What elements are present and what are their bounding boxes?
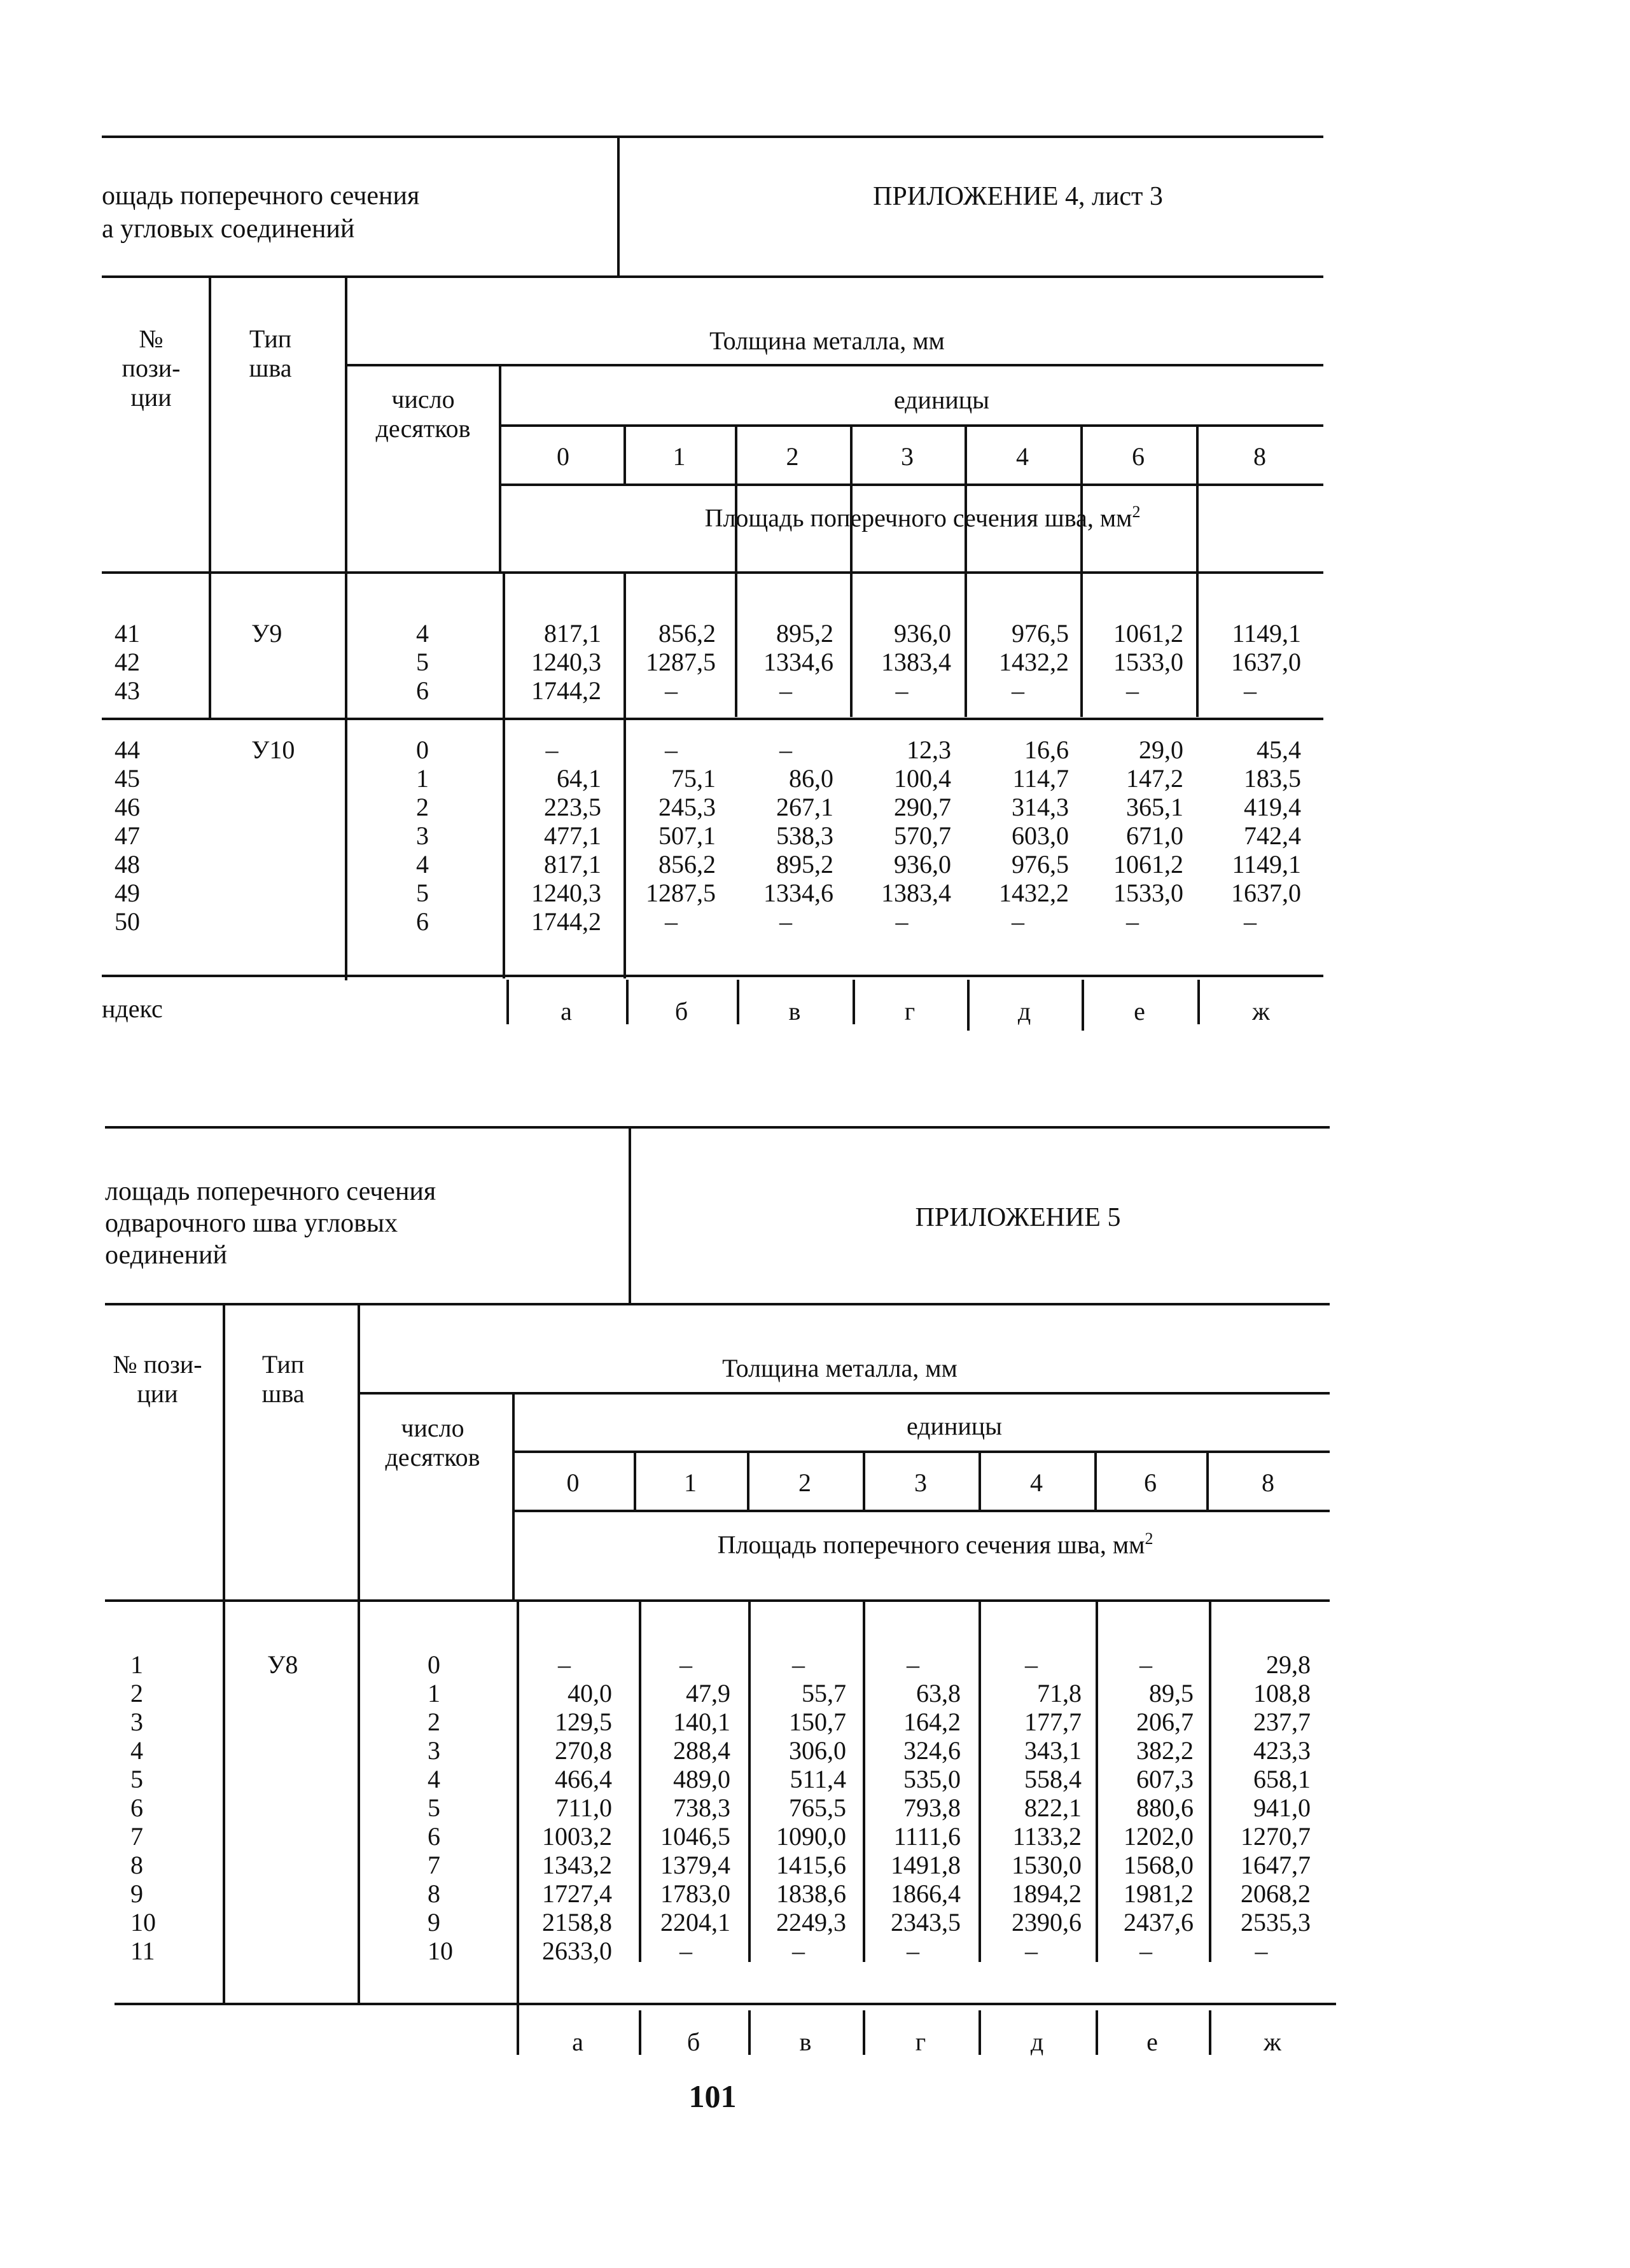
tens-value: 8 xyxy=(428,1879,440,1908)
area-value: – xyxy=(1025,1650,1038,1679)
area-value: 183,5 xyxy=(1244,764,1301,793)
position-number: 9 xyxy=(130,1879,143,1908)
area-value: 2068,2 xyxy=(1241,1879,1311,1908)
area-value: 742,4 xyxy=(1244,821,1301,850)
seam-type-header: Тип шва xyxy=(249,324,292,382)
position-number: 48 xyxy=(115,850,140,879)
area-value: 12,3 xyxy=(907,735,951,764)
table-title-line: оединений xyxy=(105,1241,227,1270)
area-value: 822,1 xyxy=(1024,1793,1082,1822)
area-value: 108,8 xyxy=(1253,1679,1311,1708)
tens-value: 5 xyxy=(416,648,429,676)
position-number: 50 xyxy=(115,907,140,936)
area-value: 1744,2 xyxy=(531,907,601,936)
position-number: 3 xyxy=(130,1708,143,1736)
area-value: 343,1 xyxy=(1024,1736,1082,1765)
unit-digit: 6 xyxy=(1144,1468,1157,1497)
area-value: 40,0 xyxy=(568,1679,612,1708)
area-value: 100,4 xyxy=(894,764,951,793)
tens-value: 4 xyxy=(416,619,429,648)
position-number: 4 xyxy=(130,1736,143,1765)
position-number: 10 xyxy=(130,1908,156,1937)
index-label: ндекс xyxy=(102,994,163,1023)
area-value: 55,7 xyxy=(802,1679,846,1708)
index-letter: а xyxy=(572,2028,583,2056)
area-value: – xyxy=(907,1937,919,1965)
area-value: 1334,6 xyxy=(763,879,833,907)
tens-value: 2 xyxy=(416,793,429,821)
area-value: 140,1 xyxy=(673,1708,730,1736)
area-value: – xyxy=(895,676,909,705)
area-value: – xyxy=(1244,907,1257,936)
unit-digit: 6 xyxy=(1132,442,1145,471)
area-value: 2249,3 xyxy=(776,1908,846,1937)
tens-header: число десятков xyxy=(375,385,471,443)
area-value: 1744,2 xyxy=(531,676,601,705)
position-number: 42 xyxy=(115,648,140,676)
area-value: 936,0 xyxy=(894,619,951,648)
area-value: 1149,1 xyxy=(1232,850,1301,879)
tens-value: 0 xyxy=(428,1650,440,1679)
area-value: 538,3 xyxy=(776,821,833,850)
area-value: 477,1 xyxy=(544,821,601,850)
area-value: 2437,6 xyxy=(1124,1908,1194,1937)
area-value: – xyxy=(792,1650,805,1679)
area-value: 603,0 xyxy=(1012,821,1069,850)
area-value: – xyxy=(1126,907,1139,936)
area-value: 306,0 xyxy=(789,1736,846,1765)
area-value: 1133,2 xyxy=(1012,1822,1082,1851)
area-header: Площадь поперечного сечения шва, $мм^2$ xyxy=(717,1529,1153,1559)
units-header: единицы xyxy=(906,1412,1003,1440)
index-letter: а xyxy=(561,997,572,1026)
table-title-line: ощадь поперечного сечения xyxy=(102,181,420,211)
area-value: 314,3 xyxy=(1012,793,1069,821)
area-value: 856,2 xyxy=(658,619,716,648)
area-value: 64,1 xyxy=(557,764,601,793)
area-value: 29,0 xyxy=(1139,735,1183,764)
tens-value: 6 xyxy=(428,1822,440,1851)
area-value: 1149,1 xyxy=(1232,619,1301,648)
area-value: 75,1 xyxy=(671,764,716,793)
area-value: – xyxy=(779,907,792,936)
tens-value: 4 xyxy=(428,1765,440,1793)
area-value: 1533,0 xyxy=(1113,648,1183,676)
area-value: – xyxy=(792,1937,805,1965)
area-value: 2204,1 xyxy=(660,1908,730,1937)
area-value: – xyxy=(1255,1937,1268,1965)
area-value: 466,4 xyxy=(555,1765,612,1793)
area-value: 2633,0 xyxy=(542,1937,612,1965)
area-value: 1270,7 xyxy=(1241,1822,1311,1851)
position-number: 47 xyxy=(115,821,140,850)
area-value: 1647,7 xyxy=(1241,1851,1311,1879)
area-value: 267,1 xyxy=(776,793,833,821)
tens-header: число десятков xyxy=(385,1414,480,1471)
area-value: – xyxy=(1139,1650,1152,1679)
tens-value: 7 xyxy=(428,1851,440,1879)
area-value: 507,1 xyxy=(658,821,716,850)
area-value: 270,8 xyxy=(555,1736,612,1765)
area-value: 86,0 xyxy=(789,764,833,793)
area-value: 1379,4 xyxy=(660,1851,730,1879)
area-value: 114,7 xyxy=(1012,764,1069,793)
area-value: 1240,3 xyxy=(531,879,601,907)
area-value: 129,5 xyxy=(555,1708,612,1736)
unit-digit: 2 xyxy=(798,1468,811,1497)
area-value: – xyxy=(779,735,792,764)
area-value: 1981,2 xyxy=(1124,1879,1194,1908)
tens-value: 9 xyxy=(428,1908,440,1937)
area-value: 1783,0 xyxy=(660,1879,730,1908)
tens-value: 10 xyxy=(428,1937,453,1965)
area-value: 1383,4 xyxy=(881,648,951,676)
unit-digit: 8 xyxy=(1253,442,1266,471)
area-value: – xyxy=(1012,676,1024,705)
area-value: 2343,5 xyxy=(891,1908,961,1937)
position-header: № пози- ции xyxy=(113,1350,202,1408)
units-header: единицы xyxy=(893,386,990,414)
area-value: 1287,5 xyxy=(646,879,716,907)
area-value: 1061,2 xyxy=(1113,850,1183,879)
index-letter: г xyxy=(915,2028,926,2056)
area-value: – xyxy=(1139,1937,1152,1965)
area-value: 1287,5 xyxy=(646,648,716,676)
area-value: 29,8 xyxy=(1266,1650,1311,1679)
area-value: 535,0 xyxy=(903,1765,961,1793)
area-value: 1568,0 xyxy=(1124,1851,1194,1879)
area-header: Площадь поперечного сечения шва, $мм^2$ xyxy=(704,503,1141,532)
position-number: 11 xyxy=(130,1937,155,1965)
position-number: 45 xyxy=(115,764,140,793)
area-value: 765,5 xyxy=(789,1793,846,1822)
position-number: 41 xyxy=(115,619,140,648)
area-value: 738,3 xyxy=(673,1793,730,1822)
area-value: 177,7 xyxy=(1024,1708,1082,1736)
thickness-header: Толщина металла, мм xyxy=(722,1354,958,1382)
unit-digit: 3 xyxy=(901,442,914,471)
area-value: 1637,0 xyxy=(1231,648,1301,676)
tens-value: 1 xyxy=(416,764,429,793)
tens-value: 6 xyxy=(416,907,429,936)
area-value: 570,7 xyxy=(894,821,951,850)
area-value: 1894,2 xyxy=(1012,1879,1082,1908)
position-header: № пози- ции xyxy=(122,324,181,412)
area-value: 1530,0 xyxy=(1012,1851,1082,1879)
area-value: 1838,6 xyxy=(776,1879,846,1908)
area-value: 607,3 xyxy=(1136,1765,1194,1793)
index-letter: б xyxy=(674,997,688,1026)
unit-digit: 4 xyxy=(1030,1468,1043,1497)
index-letter: в xyxy=(788,997,801,1026)
unit-digit: 2 xyxy=(786,442,799,471)
area-value: – xyxy=(679,1937,692,1965)
area-value: – xyxy=(665,676,678,705)
area-value: – xyxy=(907,1650,919,1679)
unit-digit: 0 xyxy=(566,1468,580,1497)
area-value: – xyxy=(679,1650,692,1679)
table-title-line: лощадь поперечного сечения xyxy=(105,1177,436,1206)
area-value: 1343,2 xyxy=(542,1851,612,1879)
unit-digit: 0 xyxy=(557,442,569,471)
area-value: 941,0 xyxy=(1253,1793,1311,1822)
area-value: 288,4 xyxy=(673,1736,730,1765)
area-value: 1383,4 xyxy=(881,879,951,907)
area-value: 671,0 xyxy=(1126,821,1183,850)
area-value: 206,7 xyxy=(1136,1708,1194,1736)
tens-value: 5 xyxy=(416,879,429,907)
area-value: 419,4 xyxy=(1244,793,1301,821)
area-value: 856,2 xyxy=(658,850,716,879)
area-value: 1334,6 xyxy=(763,648,833,676)
area-value: 489,0 xyxy=(673,1765,730,1793)
area-value: 150,7 xyxy=(789,1708,846,1736)
table-title-line: а угловых соединений xyxy=(102,214,355,244)
position-number: 6 xyxy=(130,1793,143,1822)
area-value: 1202,0 xyxy=(1124,1822,1194,1851)
area-value: 1240,3 xyxy=(531,648,601,676)
area-value: 382,2 xyxy=(1136,1736,1194,1765)
position-number: 8 xyxy=(130,1851,143,1879)
position-number: 46 xyxy=(115,793,140,821)
index-letter: ж xyxy=(1264,2028,1281,2056)
position-number: 5 xyxy=(130,1765,143,1793)
unit-digit: 1 xyxy=(684,1468,697,1497)
area-value: 365,1 xyxy=(1126,793,1183,821)
area-value: 1533,0 xyxy=(1113,879,1183,907)
seam-type: У8 xyxy=(267,1650,298,1679)
tens-value: 6 xyxy=(416,676,429,705)
area-value: 1003,2 xyxy=(542,1822,612,1851)
area-value: 423,3 xyxy=(1253,1736,1311,1765)
area-value: – xyxy=(1012,907,1024,936)
position-number: 7 xyxy=(130,1822,143,1851)
area-value: 1090,0 xyxy=(776,1822,846,1851)
area-value: 1491,8 xyxy=(891,1851,961,1879)
appendix-label: ПРИЛОЖЕНИЕ 5 xyxy=(915,1203,1121,1232)
area-value: – xyxy=(895,907,909,936)
area-value: 2390,6 xyxy=(1012,1908,1082,1937)
area-value: 45,4 xyxy=(1257,735,1301,764)
tens-value: 3 xyxy=(416,821,429,850)
area-value: 89,5 xyxy=(1149,1679,1194,1708)
area-value: 658,1 xyxy=(1253,1765,1311,1793)
appendix-label: ПРИЛОЖЕНИЕ 4, лист 3 xyxy=(873,182,1163,211)
area-value: 164,2 xyxy=(903,1708,961,1736)
area-value: 793,8 xyxy=(903,1793,961,1822)
area-value: 71,8 xyxy=(1037,1679,1082,1708)
area-value: – xyxy=(665,735,678,764)
area-value: 245,3 xyxy=(658,793,716,821)
tens-value: 0 xyxy=(416,735,429,764)
area-value: 880,6 xyxy=(1136,1793,1194,1822)
tens-value: 3 xyxy=(428,1736,440,1765)
tens-value: 5 xyxy=(428,1793,440,1822)
tens-value: 4 xyxy=(416,850,429,879)
unit-digit: 4 xyxy=(1016,442,1029,471)
area-value: 1866,4 xyxy=(891,1879,961,1908)
page-number: 101 xyxy=(688,2078,737,2114)
area-value: 1046,5 xyxy=(660,1822,730,1851)
index-letter: д xyxy=(1030,2028,1044,2056)
area-value: 2535,3 xyxy=(1241,1908,1311,1937)
seam-type-header: Тип шва xyxy=(261,1350,305,1408)
area-value: 895,2 xyxy=(776,850,833,879)
position-number: 1 xyxy=(130,1650,143,1679)
area-value: 223,5 xyxy=(544,793,601,821)
area-value: – xyxy=(665,907,678,936)
area-value: – xyxy=(1244,676,1257,705)
index-letter: б xyxy=(686,2028,700,2056)
area-value: 16,6 xyxy=(1024,735,1069,764)
index-letter: д xyxy=(1017,997,1031,1026)
area-value: 817,1 xyxy=(544,850,601,879)
tens-value: 2 xyxy=(428,1708,440,1736)
area-value: 511,4 xyxy=(790,1765,846,1793)
seam-type: У10 xyxy=(251,735,295,764)
position-number: 2 xyxy=(130,1679,143,1708)
area-value: – xyxy=(779,676,792,705)
area-value: 1727,4 xyxy=(542,1879,612,1908)
area-value: 63,8 xyxy=(916,1679,961,1708)
position-number: 49 xyxy=(115,879,140,907)
area-value: 2158,8 xyxy=(542,1908,612,1937)
area-value: 1637,0 xyxy=(1231,879,1301,907)
area-value: 147,2 xyxy=(1126,764,1183,793)
area-value: 290,7 xyxy=(894,793,951,821)
thickness-header: Толщина металла, мм xyxy=(709,326,945,355)
area-value: 1415,6 xyxy=(776,1851,846,1879)
area-value: – xyxy=(545,735,559,764)
area-value: 558,4 xyxy=(1024,1765,1082,1793)
position-number: 43 xyxy=(115,676,140,705)
area-value: 1111,6 xyxy=(893,1822,961,1851)
index-letter: в xyxy=(799,2028,812,2056)
position-number: 44 xyxy=(115,735,140,764)
area-value: 237,7 xyxy=(1253,1708,1311,1736)
area-value: 1432,2 xyxy=(999,879,1069,907)
area-value: 1432,2 xyxy=(999,648,1069,676)
tens-value: 1 xyxy=(428,1679,440,1708)
index-letter: е xyxy=(1146,2028,1158,2056)
area-value: 324,6 xyxy=(903,1736,961,1765)
index-letter: ж xyxy=(1252,997,1270,1026)
area-value: 47,9 xyxy=(686,1679,730,1708)
unit-digit: 8 xyxy=(1262,1468,1274,1497)
table-title-line: одварочного шва угловых xyxy=(105,1209,398,1238)
area-value: 1061,2 xyxy=(1113,619,1183,648)
area-value: – xyxy=(1126,676,1139,705)
area-value: 936,0 xyxy=(894,850,951,879)
index-letter: г xyxy=(904,997,916,1026)
unit-digit: 1 xyxy=(672,442,686,471)
seam-type: У9 xyxy=(251,619,282,648)
area-value: 895,2 xyxy=(776,619,833,648)
area-value: 976,5 xyxy=(1012,850,1069,879)
area-value: 976,5 xyxy=(1012,619,1069,648)
unit-digit: 3 xyxy=(914,1468,927,1497)
area-value: – xyxy=(1025,1937,1038,1965)
area-value: 817,1 xyxy=(544,619,601,648)
area-value: – xyxy=(558,1650,571,1679)
area-value: 711,0 xyxy=(555,1793,612,1822)
index-letter: е xyxy=(1134,997,1145,1026)
